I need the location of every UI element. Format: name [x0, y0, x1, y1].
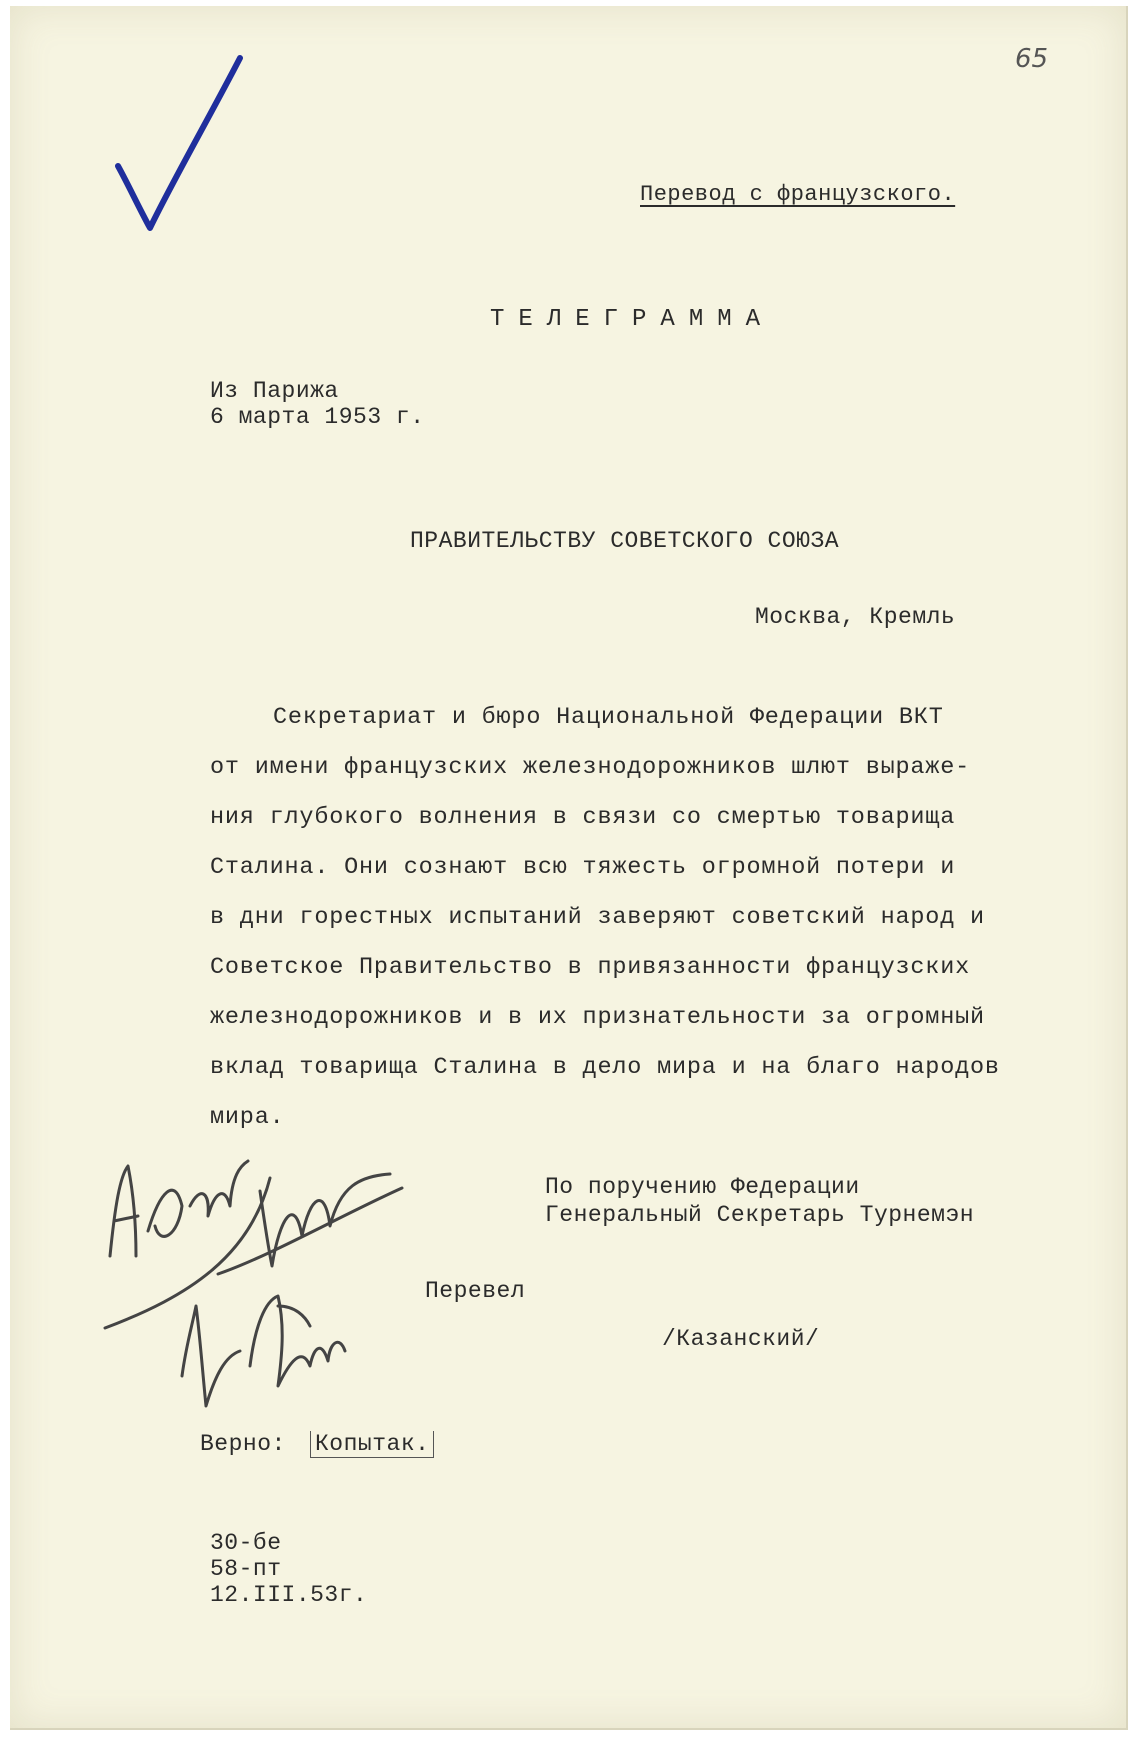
body-line: вклад товарища Сталина в дело мира и на благо народов [210, 1054, 1000, 1081]
verified-name: Копытак. [310, 1431, 434, 1458]
document-title: ТЕЛЕГРАММА [490, 306, 775, 333]
body-line: железнодорожников и в их признательности за огромный [210, 1004, 985, 1031]
signature-line-1: По поручению Федерации [545, 1174, 860, 1200]
handwritten-signature [105, 1161, 402, 1406]
body-line: ния глубокого волнения в связи со смертью товарища [210, 804, 956, 831]
body-line: мира. [210, 1104, 285, 1131]
verified-label: Верно: [200, 1431, 286, 1457]
signature-line-2: Генеральный Секретарь Турнемэн [545, 1202, 975, 1228]
origin-date: 6 марта 1953 г. [210, 404, 425, 430]
page-number: 65 [1015, 44, 1049, 74]
translator-name: /Казанский/ [662, 1326, 820, 1352]
body-line: Советское Правительство в привязанности французских [210, 954, 971, 981]
body-line: от имени французских железнодорожников шлют выраже- [210, 754, 971, 781]
addressee-location: Москва, Кремль [755, 604, 956, 630]
document-page [10, 6, 1128, 1730]
translation-note: Перевод с французского. [640, 182, 956, 207]
footer-code: 12.III.53г. [210, 1582, 368, 1608]
addressee-name: ПРАВИТЕЛЬСТВУ СОВЕТСКОГО СОЮЗА [410, 528, 840, 554]
translator-label: Перевел [425, 1278, 526, 1304]
checkmark-icon [118, 58, 240, 228]
footer-code: 58-пт [210, 1556, 282, 1582]
body-line: Сталина. Они сознают всю тяжесть огромной потери и [210, 854, 956, 881]
body-line: Секретариат и бюро Национальной Федерации ВКТ [273, 704, 944, 731]
footer-code: 30-бе [210, 1530, 282, 1556]
origin-place: Из Парижа [210, 378, 339, 404]
body-line: в дни горестных испытаний заверяют советский народ и [210, 904, 985, 931]
